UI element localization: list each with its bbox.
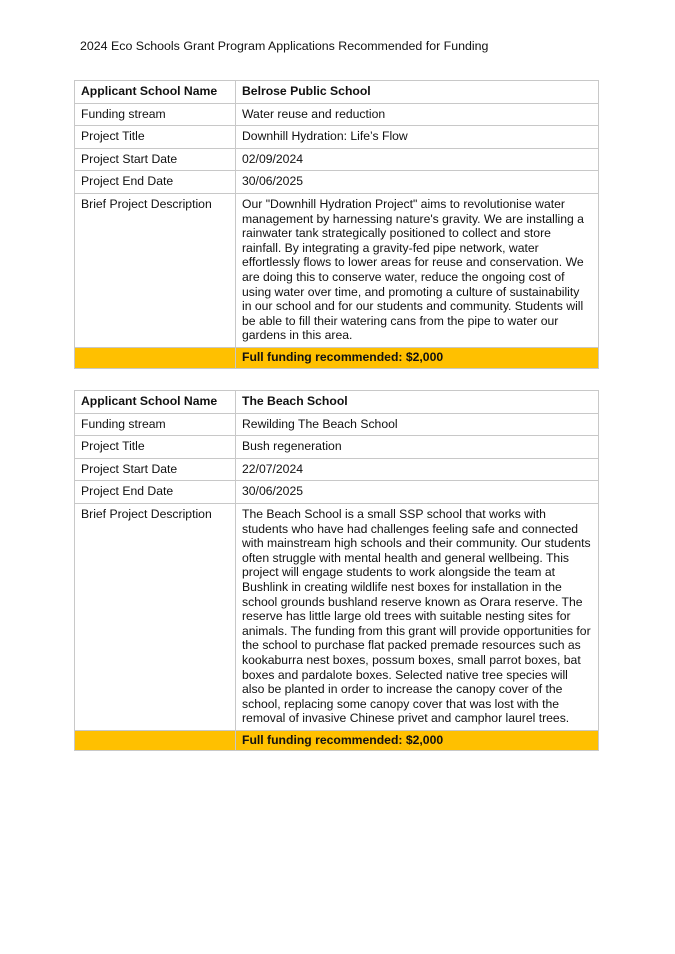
label-description: Brief Project Description: [75, 503, 236, 730]
label-school-name: Applicant School Name: [75, 391, 236, 414]
value-school-name: Belrose Public School: [236, 81, 599, 104]
value-funding-stream: Water reuse and reduction: [236, 103, 599, 126]
row-school-name: [75, 391, 599, 414]
row-project-title: [75, 126, 599, 149]
label-project-title: Project Title: [75, 126, 236, 149]
value-funding-stream: Rewilding The Beach School: [236, 413, 599, 436]
label-school-name: Applicant School Name: [75, 81, 236, 104]
row-project-title: [75, 436, 599, 459]
row-description: [75, 193, 599, 347]
value-end-date: 30/06/2025: [236, 171, 599, 194]
summary-empty-cell: [75, 347, 236, 368]
summary-empty-cell: [75, 730, 236, 751]
row-school-name: [75, 81, 599, 104]
value-project-title: Bush regeneration: [236, 436, 599, 459]
label-end-date: Project End Date: [75, 171, 236, 194]
application-table-beach-school: [74, 390, 599, 751]
funding-summary: Full funding recommended: $2,000: [236, 730, 599, 751]
row-start-date: [75, 458, 599, 481]
value-project-title: Downhill Hydration: Life’s Flow: [236, 126, 599, 149]
value-start-date: 02/09/2024: [236, 148, 599, 171]
value-start-date: 22/07/2024: [236, 458, 599, 481]
label-description: Brief Project Description: [75, 193, 236, 347]
label-project-title: Project Title: [75, 436, 236, 459]
value-description: Our "Downhill Hydration Project" aims to revolutionise water management by harnessing nature's gravity. We are installing a rainwater tank strategically positioned to collect and store rainfall. By integrating a gravity-fed pipe network, water effortlessly flows to lower areas for reuse and conservation. We are doing this to conserve water, reduce the ongoing cost of using water over time, and promoting a culture of sustainability in our school and for our students and community. Students will be able to fill their watering cans from the pipe to water our gardens in this area.: [236, 193, 599, 347]
value-end-date: 30/06/2025: [236, 481, 599, 504]
row-end-date: [75, 171, 599, 194]
label-funding-stream: Funding stream: [75, 413, 236, 436]
row-funding-stream: [75, 413, 599, 436]
label-end-date: Project End Date: [75, 481, 236, 504]
application-table-belrose: [74, 80, 599, 369]
funding-summary: Full funding recommended: $2,000: [236, 347, 599, 368]
row-funding-stream: [75, 103, 599, 126]
row-description: [75, 503, 599, 730]
row-end-date: [75, 481, 599, 504]
row-start-date: [75, 148, 599, 171]
value-school-name: The Beach School: [236, 391, 599, 414]
label-start-date: Project Start Date: [75, 148, 236, 171]
row-funding-summary: [75, 347, 599, 368]
label-funding-stream: Funding stream: [75, 103, 236, 126]
label-start-date: Project Start Date: [75, 458, 236, 481]
page-title: 2024 Eco Schools Grant Program Applications Recommended for Funding: [80, 39, 489, 53]
row-funding-summary: [75, 730, 599, 751]
value-description: The Beach School is a small SSP school that works with students who have had challenges feeling safe and connected with mainstream high schools and their community. Our students often struggle with mental health and general wellbeing. This project will engage students to work alongside the team at Bushlink in creating wildlife nest boxes for installation in the school grounds bushland reserve known as Orara reserve. The reserve has little large old trees with suitable nesting sites for animals. The funding from this grant will provide opportunities for the school to purchase flat packed premade resources such as kookaburra nest boxes, possum boxes, small parrot boxes, bat boxes and pardalote boxes. Selected native tree species will also be planted in order to increase the canopy cover of the school, replacing some canopy cover that was lost with the removal of invasive Chinese privet and camphor laurel trees.: [236, 503, 599, 730]
